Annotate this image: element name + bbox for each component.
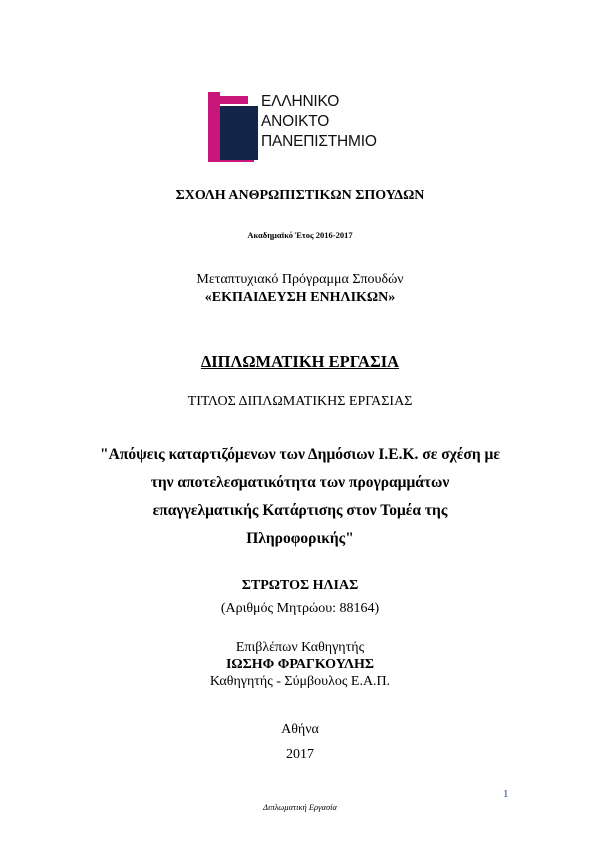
city: Αθήνα bbox=[281, 722, 319, 737]
logo-line-3: ΠΑΝΕΠΙΣΤΗΜΙΟ bbox=[261, 133, 377, 150]
logo-line-1: ΕΛΛΗΝΙΚΟ bbox=[261, 93, 340, 110]
thesis-heading: ΔΙΠΛΩΜΑΤΙΚΗ ΕΡΓΑΣΙΑ bbox=[200, 352, 400, 371]
year: 2017 bbox=[286, 747, 314, 762]
page-number: 1 bbox=[503, 788, 509, 800]
thesis-title-line: την αποτελεσματικότητα των προγραμμάτων bbox=[150, 474, 450, 491]
logo-text bbox=[261, 92, 377, 152]
school-name: ΣΧΟΛΗ ΑΝΘΡΩΠΙΣΤΙΚΩΝ ΣΠΟΥΔΩΝ bbox=[175, 188, 425, 203]
logo-mark-icon bbox=[208, 92, 260, 166]
supervisor-label: Επιβλέπων Καθηγητής bbox=[235, 640, 365, 655]
thesis-title-line: επαγγελματικής Κατάρτισης στον Τομέα της bbox=[152, 502, 448, 519]
thesis-title bbox=[0, 441, 600, 553]
page-footer: Διπλωματική Εργασία bbox=[263, 802, 337, 812]
thesis-title-line: Πληροφορικής" bbox=[246, 530, 354, 547]
program-label: Μεταπτυχιακό Πρόγραμμα Σπουδών bbox=[196, 272, 404, 287]
supervisor-role: Καθηγητής - Σύμβουλος Ε.Α.Π. bbox=[209, 674, 391, 689]
academic-year: Ακαδημαϊκό Έτος 2016-2017 bbox=[247, 230, 353, 240]
supervisor-name: ΙΩΣΗΦ ΦΡΑΓΚΟΥΛΗΣ bbox=[225, 657, 375, 672]
thesis-title-label: ΤΙΤΛΟΣ ΔΙΠΛΩΜΑΤΙΚΗΣ ΕΡΓΑΣΙΑΣ bbox=[187, 394, 413, 409]
program-name: «ΕΚΠΑΙΔΕΥΣΗ ΕΝΗΛΙΚΩΝ» bbox=[204, 290, 396, 305]
registration-number: (Αριθμός Μητρώου: 88164) bbox=[220, 601, 380, 616]
logo-line-2: ΑΝΟΙΚΤΟ bbox=[261, 113, 330, 130]
thesis-title-line: "Απόψεις καταρτιζόμενων των Δημόσιων Ι.Ε.Κ. σε σχέση με bbox=[100, 446, 500, 463]
university-logo bbox=[208, 92, 398, 166]
author-name: ΣΤΡΩΤΟΣ ΗΛΙΑΣ bbox=[241, 578, 359, 593]
